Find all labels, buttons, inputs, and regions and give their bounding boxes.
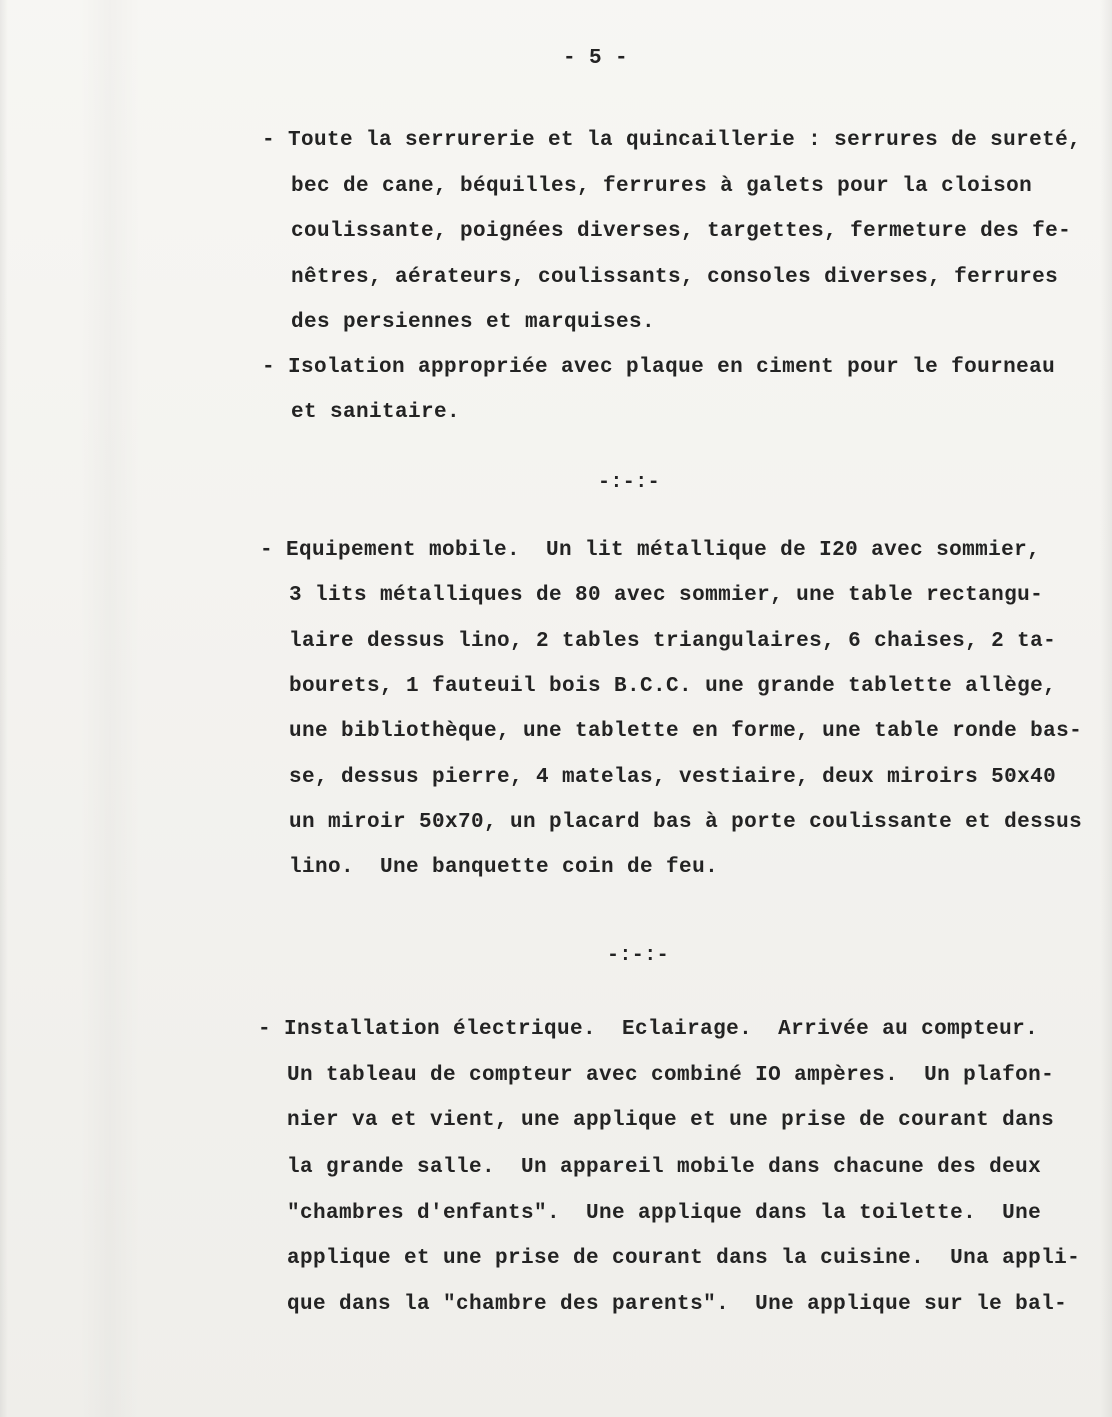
text-line: "chambres d'enfants". Une applique dans la toilette. Une [287,1202,1042,1225]
section-separator: -:-:- [598,471,661,494]
text-line: - Isolation appropriée avec plaque en ciment pour le fourneau [262,356,1056,379]
text-line: et sanitaire. [291,401,461,424]
text-line: applique et une prise de courant dans la cuisine. Una appli- [287,1247,1081,1270]
text-line: coulissante, poignées diverses, targettes, fermeture des fe- [291,220,1072,243]
text-line: laire dessus lino, 2 tables triangulaires, 6 chaises, 2 ta- [289,630,1057,653]
text-line: lino. Une banquette coin de feu. [289,856,719,879]
text-line: se, dessus pierre, 4 matelas, vestiaire, deux miroirs 50x40 [289,766,1057,789]
text-line: nier va et vient, une applique et une prise de courant dans [287,1109,1055,1132]
text-line: - Installation électrique. Eclairage. Arrivée au compteur. [258,1018,1039,1041]
text-line: - Equipement mobile. Un lit métallique de I20 avec sommier, [260,539,1041,562]
text-line: des persiennes et marquises. [291,311,656,334]
text-line: nêtres, aérateurs, coulissants, consoles diverses, ferrures [291,266,1059,289]
text-line: - Toute la serrurerie et la quincaillerie : serrures de sureté, [262,129,1082,152]
text-line: que dans la "chambre des parents". Une applique sur le bal- [287,1293,1068,1316]
text-line: la grande salle. Un appareil mobile dans chacune des deux [287,1156,1042,1179]
text-line: bec de cane, béquilles, ferrures à galets pour la cloison [291,175,1033,198]
page-number: - 5 - [563,47,629,70]
text-line: bourets, 1 fauteuil bois B.C.C. une grande tablette allège, [289,675,1057,698]
text-line: une bibliothèque, une tablette en forme, une table ronde bas- [289,720,1083,743]
scan-shadow [80,0,140,1417]
text-line: un miroir 50x70, un placard bas à porte coulissante et dessus [289,811,1083,834]
text-line: 3 lits métalliques de 80 avec sommier, une table rectangu- [289,584,1044,607]
text-line: Un tableau de compteur avec combiné IO ampères. Un plafon- [287,1064,1055,1087]
section-separator: -:-:- [607,944,670,967]
